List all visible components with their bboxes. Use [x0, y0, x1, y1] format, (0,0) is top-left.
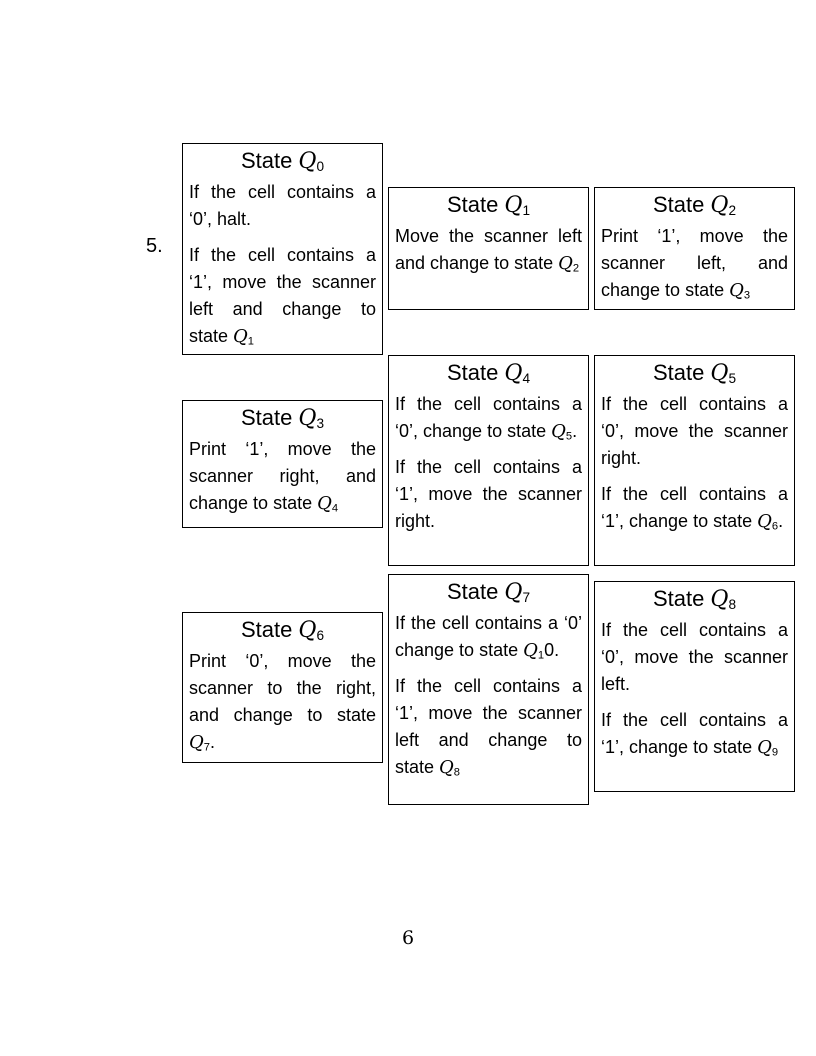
state-q5-rule-2: If the cell contains a ‘1’, change to state $Q_6$. [601, 484, 788, 533]
state-q0-rule-1: If the cell contains a ‘0’, halt. [189, 182, 376, 229]
state-q7-title: State $Q_7$ [446, 579, 531, 605]
state-box-q3 [182, 400, 383, 528]
state-q8-rule-1: If the cell contains a ‘0’, move the scanner left. [601, 620, 788, 694]
state-box-q7 [388, 574, 589, 805]
state-q1-title: State $Q_1$ [446, 192, 531, 218]
state-q5-title: State $Q_5$ [652, 360, 737, 386]
state-box-q4 [388, 355, 589, 566]
state-box-q8 [594, 581, 795, 792]
state-q6-title: State $Q_6$ [240, 617, 325, 643]
state-q3-rule-1: Print ‘1’, move the scanner right, and change to state $Q_4$ [189, 439, 376, 515]
state-q1-rule-1: Move the scanner left and change to state $Q_2$ [395, 226, 582, 275]
state-q6-rule-1: Print ‘0’, move the scanner to the right, and change to state $Q_7$. [189, 651, 376, 754]
state-q4-rule-2: If the cell contains a ‘1’, move the scanner right. [395, 457, 582, 531]
state-q7-rule-2: If the cell contains a ‘1’, move the scanner left and change to state $Q_8$ [395, 676, 582, 779]
state-q4-title: State $Q_4$ [446, 360, 531, 386]
state-q0-title: State $Q_0$ [240, 148, 325, 174]
state-box-q6 [182, 612, 383, 763]
state-q7-rule-1: If the cell contains a ‘0’ change to state $Q_10$. [395, 613, 582, 662]
state-q0-rule-2: If the cell contains a ‘1’, move the scanner left and change to state $Q_1$ [189, 245, 376, 348]
state-q2-title: State $Q_2$ [652, 192, 737, 218]
page-number: 6 [401, 927, 415, 949]
state-q8-rule-2: If the cell contains a ‘1’, change to state $Q_9$ [601, 710, 788, 759]
state-q2-rule-1: Print ‘1’, move the scanner left, and change to state $Q_3$ [601, 226, 788, 302]
state-q3-title: State $Q_3$ [240, 405, 325, 431]
state-q8-title: State $Q_8$ [652, 586, 737, 612]
list-item-number: 5. [146, 235, 163, 257]
state-box-q2 [594, 187, 795, 310]
state-q4-rule-1: If the cell contains a ‘0’, change to state $Q_5$. [395, 394, 582, 443]
state-box-q1 [388, 187, 589, 310]
state-q5-rule-1: If the cell contains a ‘0’, move the scanner right. [601, 394, 788, 468]
state-box-q0 [182, 143, 383, 355]
state-box-q5 [594, 355, 795, 566]
